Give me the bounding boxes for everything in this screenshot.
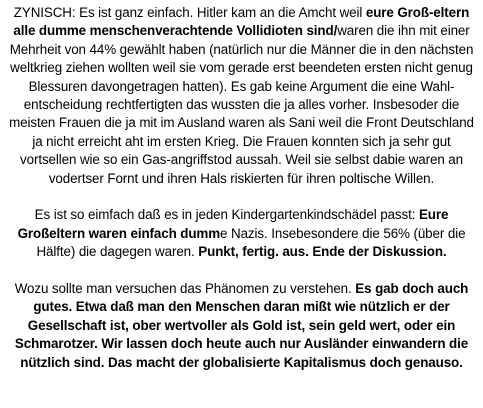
paragraph-2-segment-3: e Nazis. Insebesondere die 56% (über die Hälfte) die dagegen waren.: [36, 225, 466, 260]
paragraph-3-segment-1: Wozu sollte man versuchen das Phänomen zu verstehen.: [14, 281, 356, 297]
paragraph-3-segment-2-bold: Es gab doch auch gutes. Etwa daß man den Menschen daran mißt wie nützlich er der Gesellschaft ist, ober wertvoller als Gold ist, sein geld wert, oder ein Schmarotzer. Wir lassen doch heute auch nur Ausländer einwandern die nützlich sind. Das macht der globalisierte Kapitalismus doch genauso.: [14, 281, 469, 370]
paragraph-2-segment-1: Es ist so eimfach daß es in jeden Kindergartenkindschädel passt:: [34, 207, 419, 223]
paragraph-1-segment-3: waren die ihn mit einer Mehrheit von 44% gewählt haben (natürlich nur die Männer die in den nächsten weltkrieg ziehen wollten weil sie vom gerade erst beendeten ersten nicht genug Blessuren davongetragen hatten). Es gab keine Argument die eine Wahl-entscheidung rechtfertigten das wussten die ja alles vorher. Insbesoder die meisten Frauen die ja mit im Ausland waren als Sani weil die Front Deutschland ja nicht erreicht aht im ersten Krieg. Die Frauen konnten sich ja sehr gut vortsellen wie so ein Gas-angriffstod aussah. Weil sie selbst dabie waren an vodertser Fornt und ihren Hals riskierten für ihren poltische Willen.: [9, 23, 474, 186]
paragraph-1: [4, 4, 479, 188]
paragraph-2-segment-2-bold: Eure Großeltern waren einfach dumm: [17, 207, 449, 241]
paragraph-3: [4, 280, 479, 372]
paragraph-1-segment-2-bold: eure Groß-eltern alle dumme menschenverachtende Vollidioten sind/: [13, 5, 470, 39]
paragraph-2: [4, 206, 479, 261]
paragraph-2-segment-4-bold: Punkt, fertig. aus. Ende der Diskussion.: [198, 244, 447, 260]
paragraph-1-segment-1: ZYNISCH: Es ist ganz einfach. Hitler kam an die Amcht weil: [13, 5, 366, 20]
